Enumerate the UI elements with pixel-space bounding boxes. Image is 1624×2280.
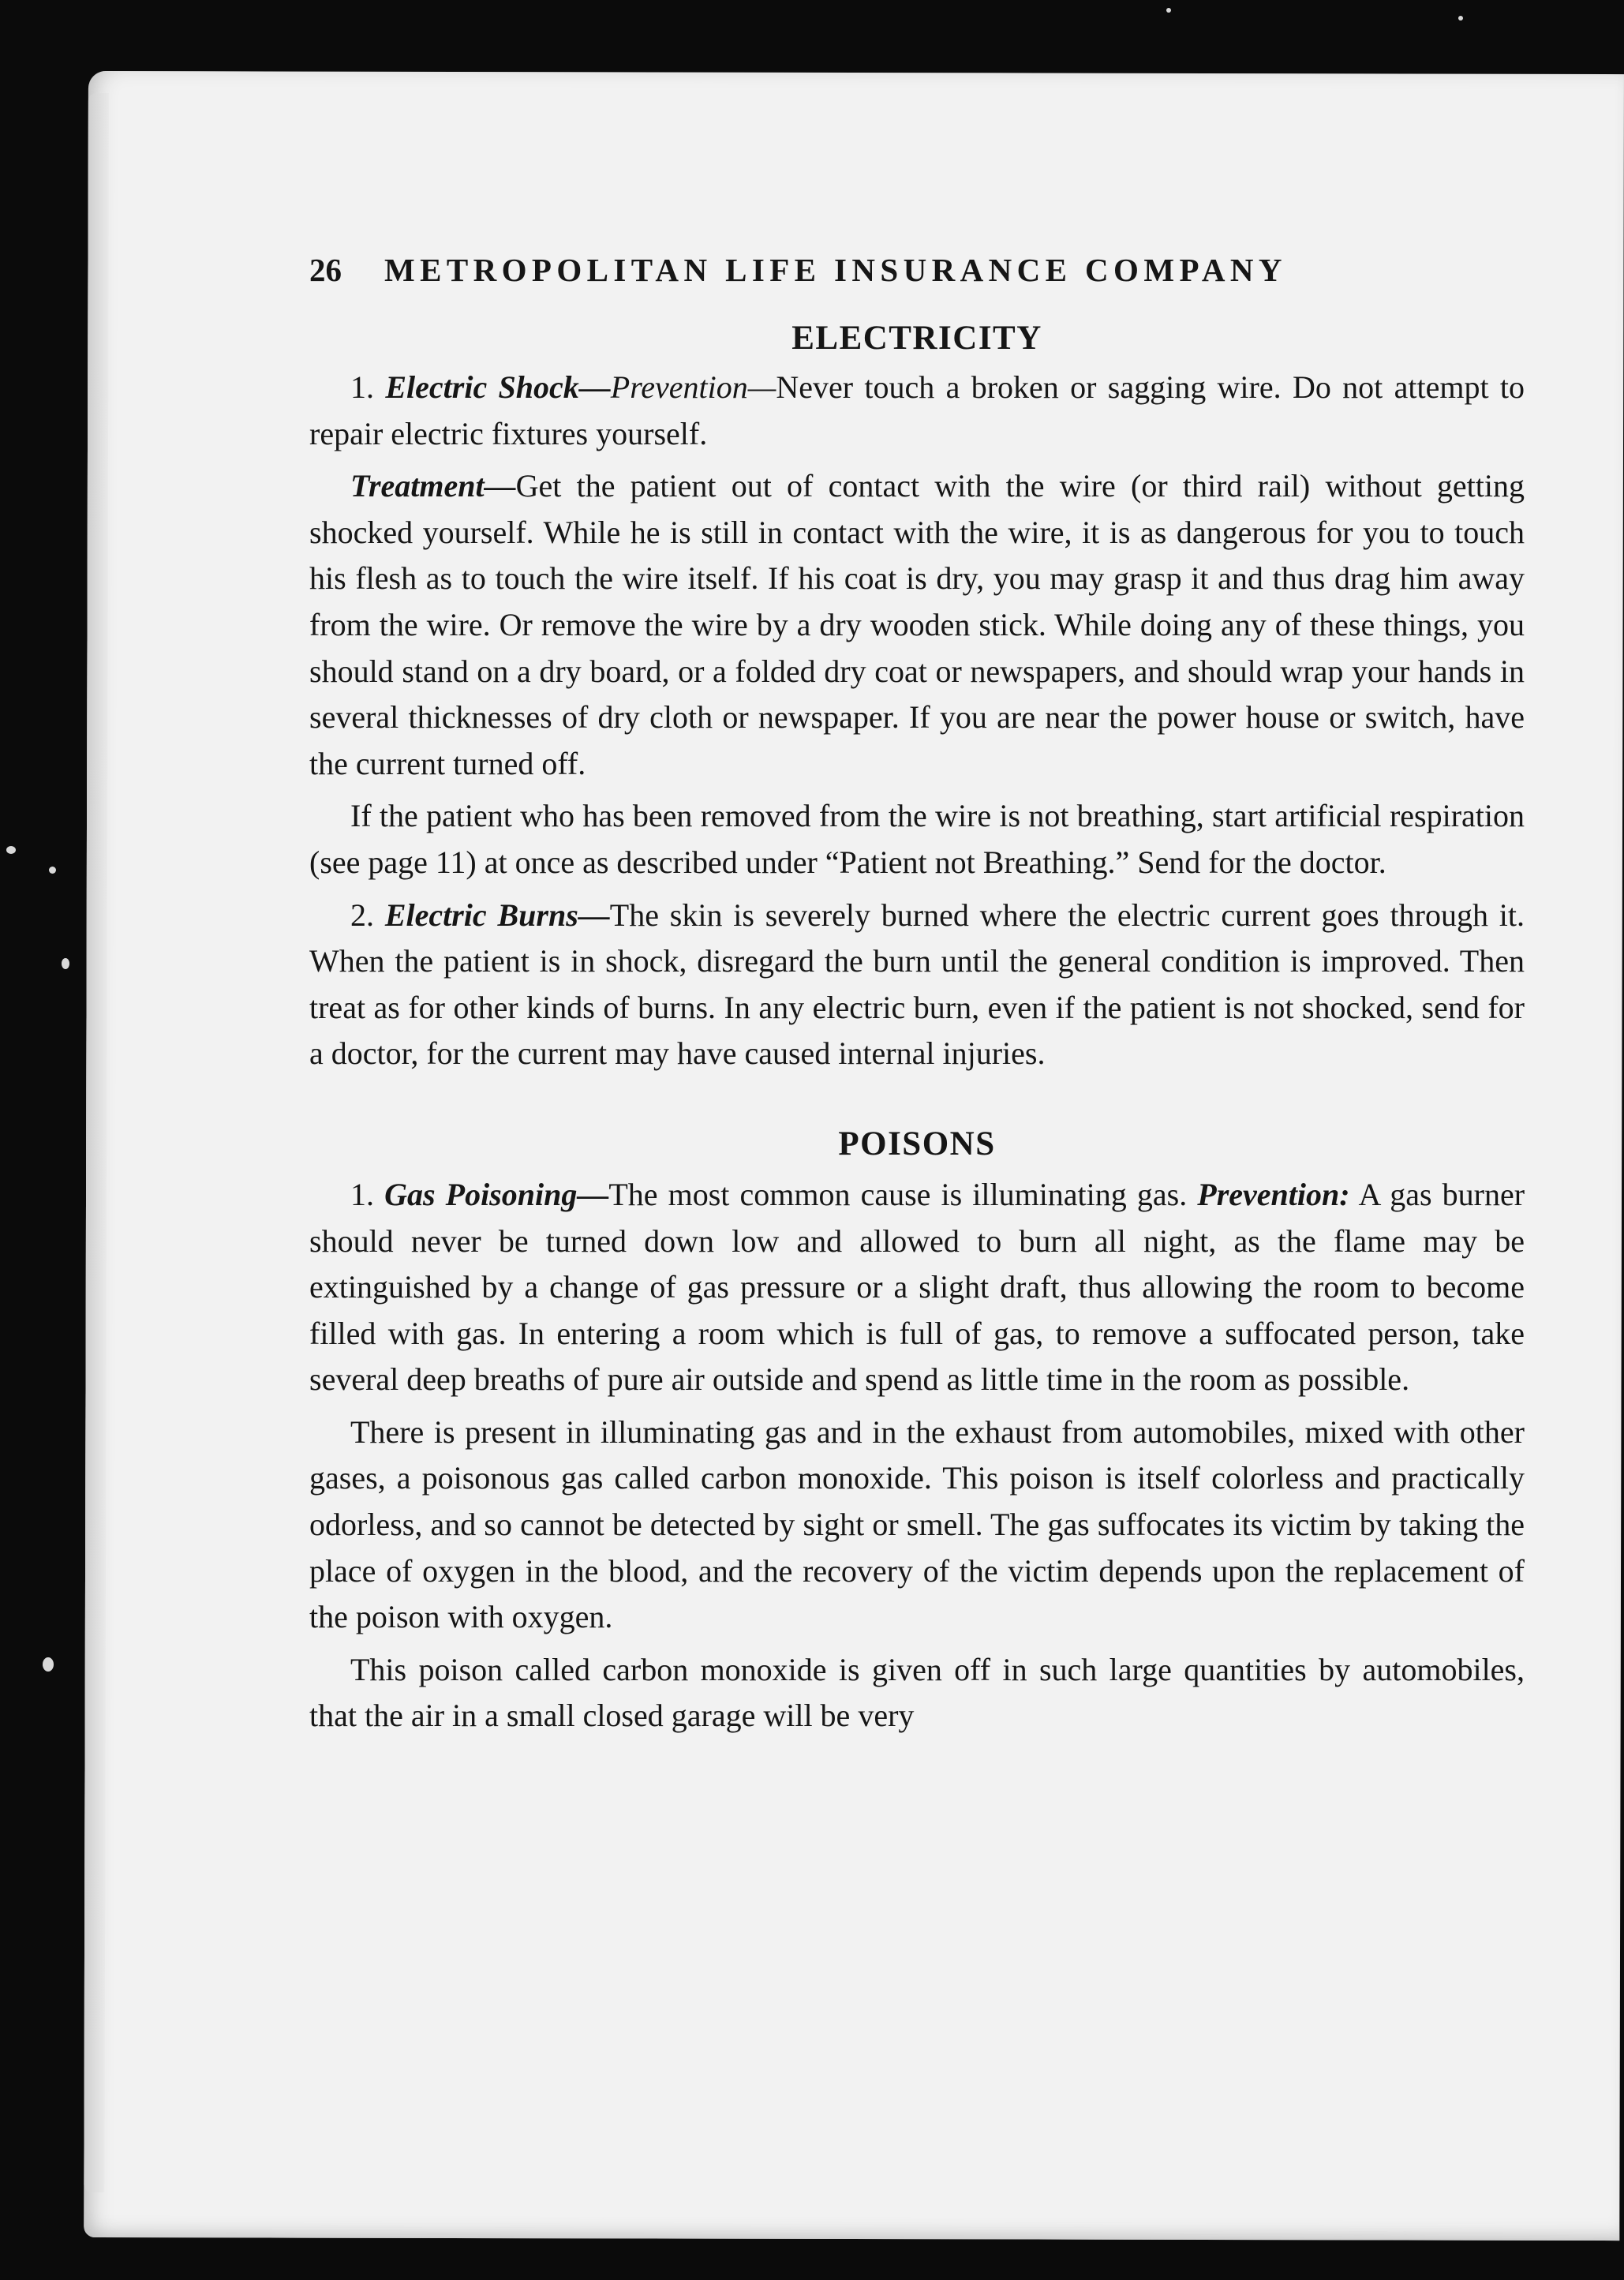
scan-speck [1458, 16, 1463, 21]
item-number: 1. [350, 369, 374, 405]
paragraph-carbon-monoxide [309, 1410, 1525, 1641]
publisher-name: METROPOLITAN LIFE INSURANCE COMPANY [384, 252, 1287, 288]
page-text [309, 251, 1525, 1739]
item-heading: Treatment— [350, 468, 516, 504]
paragraph-text: A gas burner should never be turned down low and allowed to burn all night, as the flame may be extinguished by a change of gas pressure or a slight draft, thus allowing the room to become filled with gas. In entering a room which is full of gas, to remove a suffocated person, take several deep breaths of pure air outside and spend as little time in the room as possible. [309, 1176, 1525, 1398]
item-heading: Electric Shock— [385, 369, 611, 405]
item-number: 2. [350, 897, 374, 933]
scan-speck [1166, 8, 1171, 13]
paragraph-respiration [309, 793, 1525, 885]
page-edge [84, 93, 109, 2192]
paragraph-text: There is present in illuminating gas and in the exhaust from automobiles, mixed with other gases, a poisonous gas called carbon monoxide. This poison is itself colorless and practically odorless, and so cannot be detected by sight or smell. The gas suffocates its victim by taking the place of oxygen in the blood, and the recovery of the victim depends upon the replacement of the poison with oxygen. [309, 1413, 1525, 1635]
scan-speck [6, 846, 16, 854]
paragraph-electric-shock [309, 365, 1525, 457]
paragraph-treatment [309, 463, 1525, 787]
paragraph-text: The most common cause is illuminating gas. [608, 1176, 1198, 1212]
subheading: Prevention: [1197, 1176, 1350, 1212]
paragraph-electric-burns [309, 893, 1525, 1077]
scan-speck [49, 867, 56, 874]
scan-speck [43, 1657, 54, 1672]
page-number: 26 [309, 252, 342, 288]
section-title-poisons: POISONS [838, 1125, 996, 1162]
paragraph-text: This poison called carbon monoxide is given off in such large quantities by automobiles, that the air in a small closed garage will be very [309, 1651, 1525, 1734]
paragraph-text: Never touch a broken or sagging wire. Do not attempt to repair electric fixtures yourself. [309, 369, 1525, 451]
paragraph-text: The skin is severely burned where the electric current goes through it. When the patient is in shock, disregard the burn until the general condition is improved. Then treat as for other kinds of burns. In any electric burn, even if the patient is not shocked, send for a doctor, for the current may have caused internal injuries. [309, 897, 1525, 1072]
item-heading: Electric Burns— [384, 897, 610, 933]
subheading: Prevention— [610, 369, 776, 405]
section-title-electricity: ELECTRICITY [791, 320, 1042, 357]
item-heading: Gas Poisoning— [384, 1176, 609, 1212]
running-head [309, 251, 1525, 300]
item-number: 1. [350, 1176, 374, 1212]
paragraph-gas-poisoning [309, 1172, 1525, 1403]
scan-speck [62, 958, 69, 969]
paragraph-text: Get the patient out of contact with the wire (or third rail) without getting shocked yourself. While he is still in contact with the wire, it is as dangerous for you to touch his flesh as to touch the wire itself. If his coat is dry, you may grasp it and thus drag him away from the wire. Or remove the wire by a dry wooden stick. While doing any of these things, you should stand on a dry board, or a folded dry coat or newspapers, and should wrap your hands in several thicknesses of dry cloth or newspaper. If you are near the power house or switch, have the current turned off. [309, 468, 1525, 781]
paragraph-text: If the patient who has been removed from the wire is not breathing, start artificial respiration (see page 11) at once as described under “Patient not Breathing.” Send for the doctor. [309, 798, 1525, 880]
paragraph-automobiles [309, 1647, 1525, 1739]
